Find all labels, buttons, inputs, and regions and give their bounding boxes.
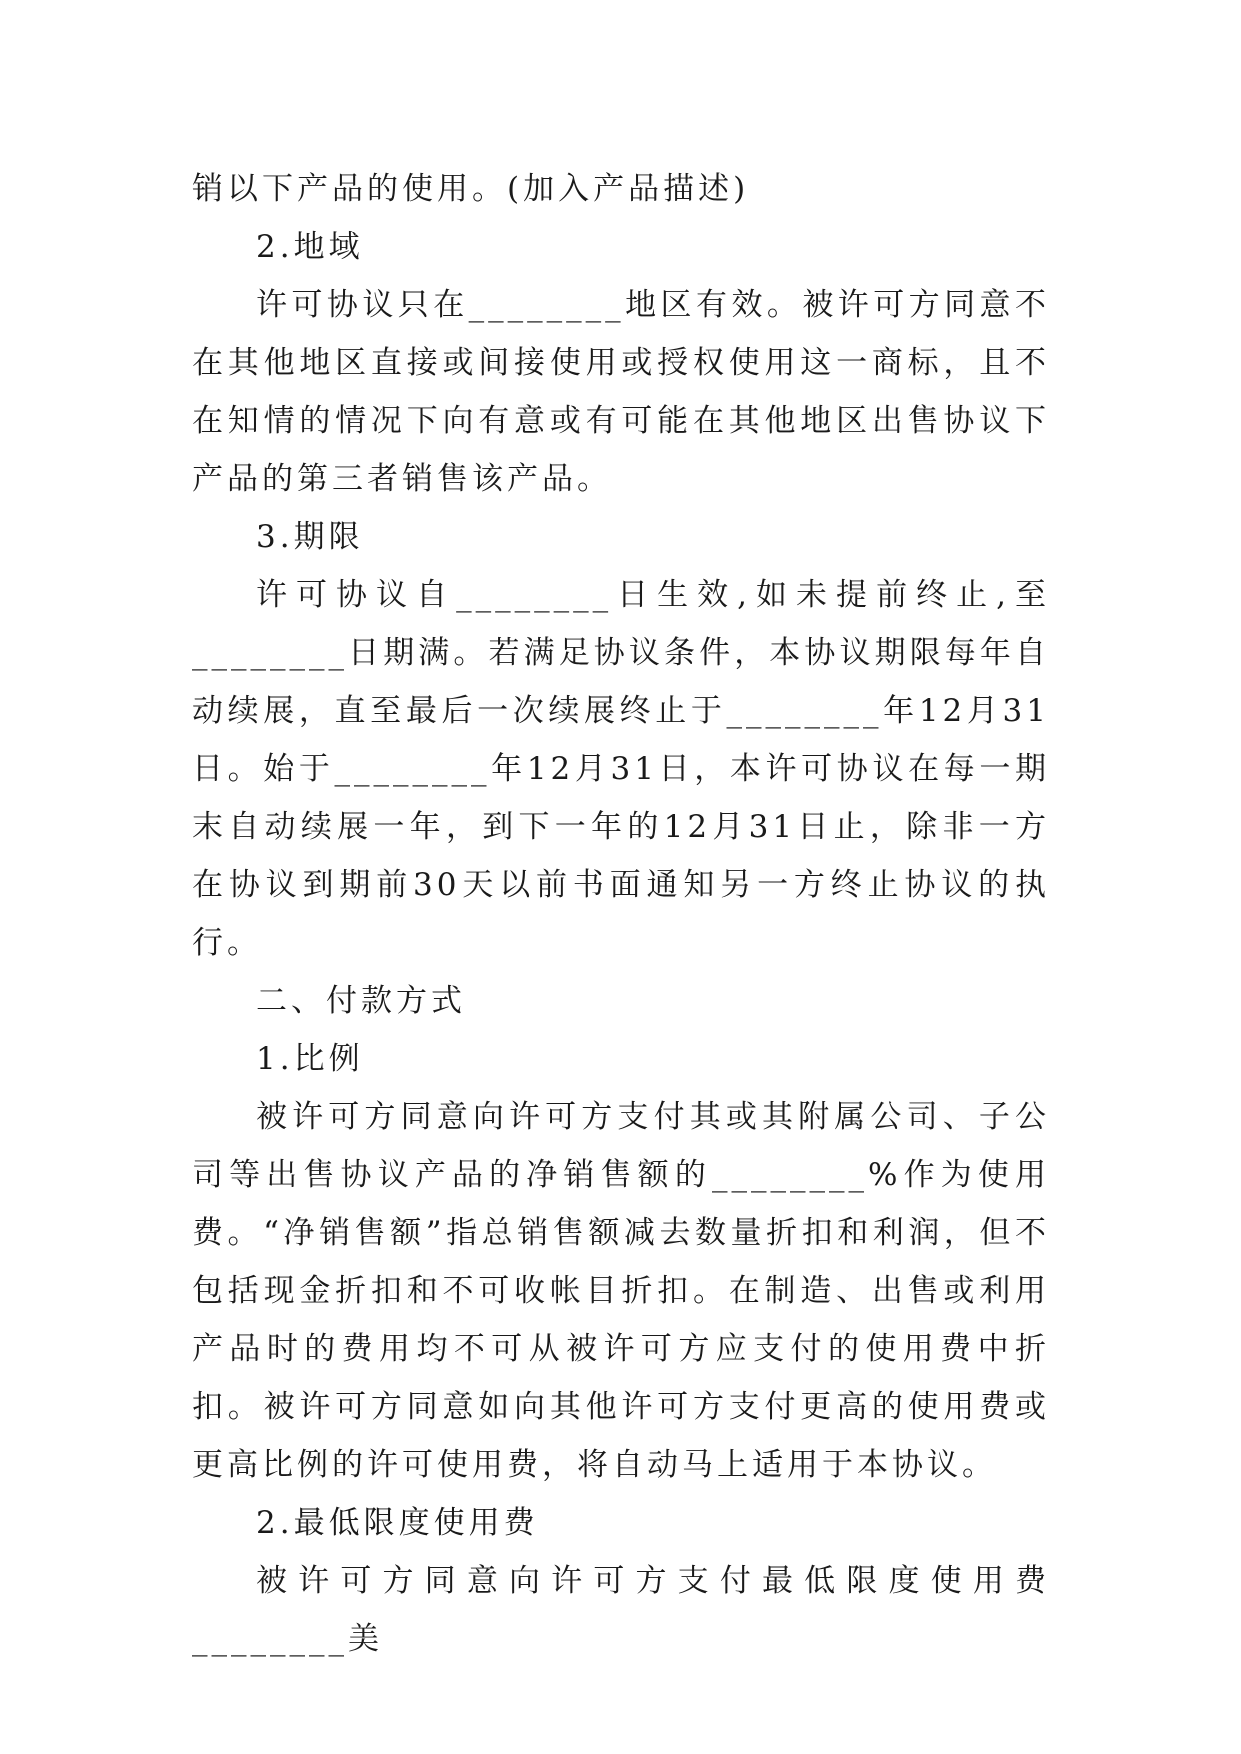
paragraph-ratio: 被许可方同意向许可方支付其或其附属公司、子公司等出售协议产品的净销售额的________%作为使用费。“净销售额”指总销售额减去数量折扣和利润，但不包括现金折扣和不可收帐目折扣。在制造、出售或利用产品时的费用均不可从被许可方应支付的使用费中折扣。被许可方同意如向其他许可方支付更高的使用费或更高比例的许可使用费，将自动马上适用于本协议。 bbox=[192, 1099, 1050, 1483]
section-heading-payment: 二、付款方式 bbox=[256, 983, 466, 1019]
document-page bbox=[192, 160, 1050, 1668]
section-heading-minimum-fee: 2.最低限度使用费 bbox=[256, 1505, 539, 1541]
paragraph-territory: 许可协议只在________地区有效。被许可方同意不在其他地区直接或间接使用或授权使用这一商标，且不在知情的情况下向有意或有可能在其他地区出售协议下产品的第三者销售该产品。 bbox=[192, 287, 1050, 497]
section-heading-ratio: 1.比例 bbox=[256, 1041, 364, 1077]
paragraph-term: 许可协议自________日生效,如未提前终止,至________日期满。若满足协议条件，本协议期限每年自动续展，直至最后一次续展终止于________年12月31日。始于________年12月31日，本许可协议在每一期末自动续展一年，到下一年的12月31日止，除非一方在协议到期前30天以前书面通知另一方终止协议的执行。 bbox=[192, 577, 1050, 961]
section-heading-territory: 2.地域 bbox=[256, 229, 364, 265]
paragraph-minimum-fee: 被许可方同意向许可方支付最低限度使用费________美 bbox=[192, 1563, 1050, 1657]
paragraph-product-use: 销以下产品的使用。(加入产品描述) bbox=[192, 171, 750, 207]
section-heading-term: 3.期限 bbox=[256, 519, 364, 555]
